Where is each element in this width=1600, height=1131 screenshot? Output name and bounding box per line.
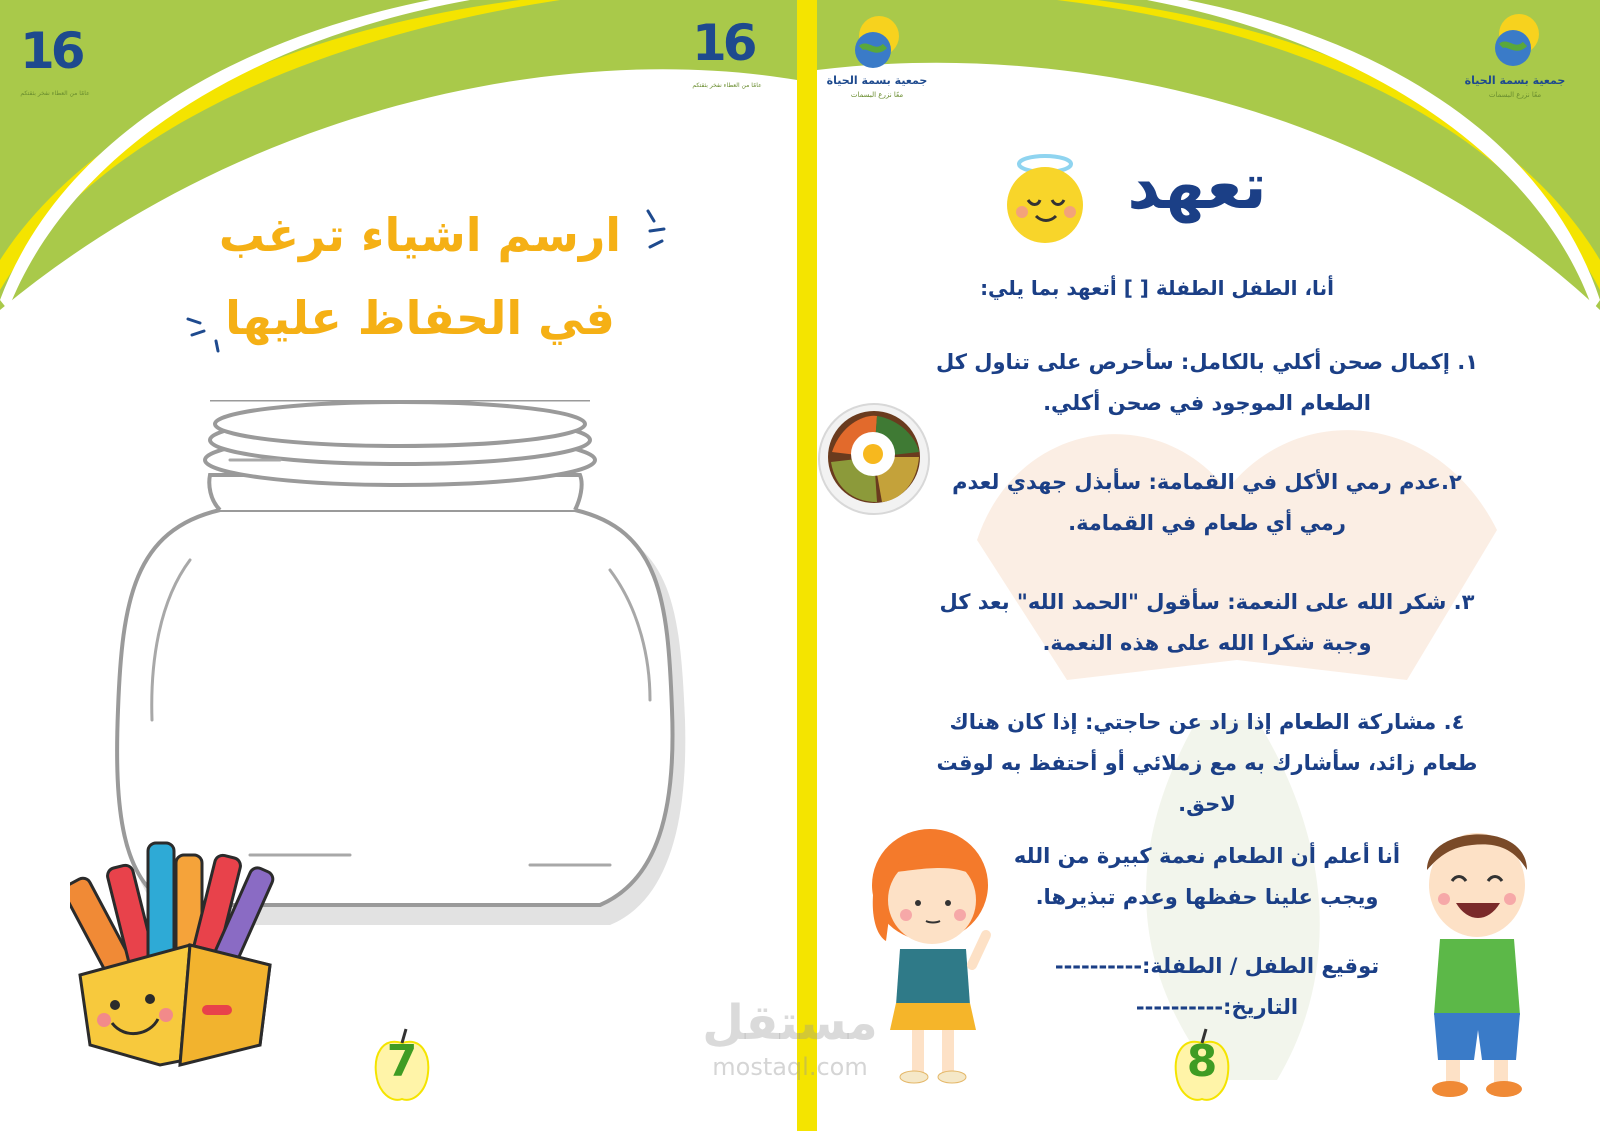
date-line: التاريخ:---------- xyxy=(1135,995,1299,1019)
org-tagline-2: معًا نزرع البسمات xyxy=(1488,91,1542,99)
org-name: جمعية بسمة الحياة xyxy=(826,74,928,87)
pledge-item4-line3: لاحق. xyxy=(1178,792,1236,816)
anniversary-number-2: 16 xyxy=(692,14,754,72)
anniversary-logo-2 xyxy=(692,14,762,104)
org-logo xyxy=(817,12,937,107)
boy-illustration xyxy=(1412,815,1542,1105)
anniversary-logo xyxy=(20,22,90,112)
org-name-2: جمعية بسمة الحياة xyxy=(1464,74,1566,87)
pledge-item4-line1: ٤. مشاركة الطعام إذا زاد عن حاجتي: إذا كان هناك xyxy=(949,710,1465,734)
sparkle-icon-2 xyxy=(180,305,230,355)
anniversary-caption: عامًا من العطاء نفخر بثقتكم xyxy=(20,90,90,97)
right-page xyxy=(817,0,1600,1131)
page-title-line2: في الحفاظ عليها xyxy=(225,291,615,345)
pledge-intro: أنا، الطفل الطفلة [ ] أتعهد بما يلي: xyxy=(980,276,1334,300)
pledge-title: تعهد xyxy=(1127,150,1267,224)
page-number-left: 7 xyxy=(386,1036,418,1087)
globe-sun-icon-2 xyxy=(1485,10,1545,70)
crayon-box-illustration xyxy=(70,835,290,1070)
org-logo-2 xyxy=(1450,10,1580,105)
pledge-item1-line2: الطعام الموجود في صحن أكلي. xyxy=(1043,391,1371,415)
page-spine xyxy=(797,0,817,1131)
anniversary-number: 16 xyxy=(20,22,82,80)
watermark-domain: mostaql.com xyxy=(712,1053,868,1081)
signature-line: توقيع الطفل / الطفلة:---------- xyxy=(1054,954,1380,978)
pledge-item2-line2: رمي أي طعام في القمامة. xyxy=(1068,511,1346,535)
pledge-item3-line2: وجبة شكرا الله على هذه النعمة. xyxy=(1042,631,1372,655)
sparkle-icon xyxy=(640,205,670,255)
anniversary-caption-2: عامًا من العطاء نفخر بثقتكم xyxy=(692,82,762,89)
org-tagline: معًا نزرع البسمات xyxy=(850,91,904,99)
left-page xyxy=(0,0,797,1131)
pledge-item3-line1: ٣. شكر الله على النعمة: سأقول "الحمد الله" بعد كل xyxy=(939,590,1475,614)
watermark-brand: مستقل xyxy=(702,995,878,1051)
pledge-item1-line1: ١. إكمال صحن أكلي بالكامل: سأحرص على تناول كل xyxy=(935,350,1479,374)
closing-line2: ويجب علينا حفظها وعدم تبذيرها. xyxy=(1035,885,1379,909)
page-title-line1: ارسم اشياء ترغب xyxy=(218,208,622,262)
pledge-item4-line2: طعام زائد، سأشارك به مع زملائي أو أحتفظ به لوقت xyxy=(936,751,1478,775)
page-number-right: 8 xyxy=(1186,1036,1218,1087)
angel-face-icon xyxy=(1000,150,1090,245)
closing-line1: أنا أعلم أن الطعام نعمة كبيرة من الله xyxy=(1013,844,1401,868)
food-bowl-icon xyxy=(817,402,932,517)
pledge-item2-line1: ٢.عدم رمي الأكل في القمامة: سأبذل جهدي لعدم xyxy=(952,470,1462,494)
globe-sun-icon xyxy=(845,12,905,72)
